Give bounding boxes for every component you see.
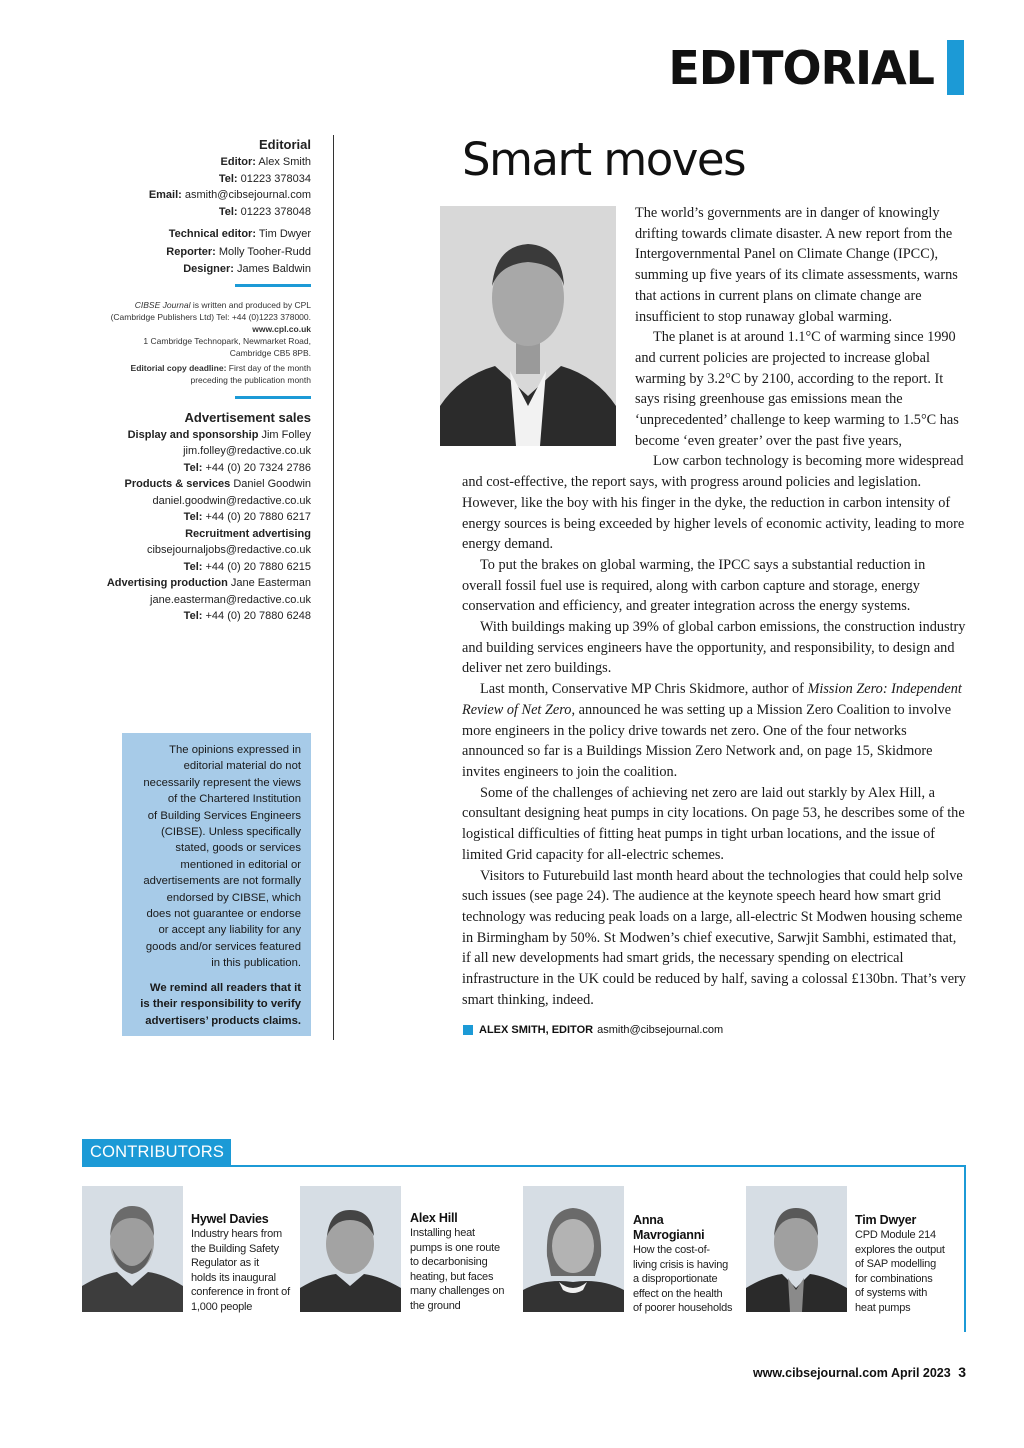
ads-title: Advertisement sales xyxy=(184,409,311,425)
paragraph-2: The planet is at around 1.1°C of warming since 1990 and current policies are projected to increase global warming by 3.2°C by 2100, according to the report. It says rising greenhouse gas emissions mean the ‘unprecedented’ challenge to keep warming to 1.5°C has become ‘even greater’ over the past five years, xyxy=(635,329,959,449)
contributor-photo-anna-mavrogianni xyxy=(523,1186,624,1312)
disclaimer-text: The opinions expressed in editorial material do not necessarily represent the views of the Chartered Institution of Building Services Engineers (CIBSE). Unless specifically stated, goods or services mentioned in editorial or advertisements are not formally endorsed by CIBSE, which does not guarantee or endorse or accept any liability for any goods and/or services featured in this publication. xyxy=(143,744,301,970)
section-accent-bar xyxy=(947,40,964,95)
recruit-email: cibsejournaljobs@redactive.co.uk xyxy=(146,544,311,556)
disclaimer-box xyxy=(122,733,311,1036)
products-line: Products & services Daniel Goodwin xyxy=(124,478,311,490)
contributors-tab: CONTRIBUTORS xyxy=(82,1139,231,1166)
contributor-alex-hill: Alex Hill Installing heat pumps is one route to decarbonising heating, but faces many challenges on the ground xyxy=(410,1211,505,1312)
tel-line-2: Tel: 01223 378048 xyxy=(218,205,311,218)
paragraph-3: Low carbon technology is becoming more widespread and cost-effective, the report says, with progress around policies and legislation. However, like the boy with his finger in the dyke, the reduction in carbon intensity of energy sources is being exceeded by higher levels of economic activity, leading to more energy demand. xyxy=(462,453,965,553)
display-email: jim.folley@redactive.co.uk xyxy=(183,445,311,457)
contributor-photo-hywel-davies xyxy=(82,1186,183,1312)
products-email: daniel.goodwin@redactive.co.uk xyxy=(152,494,311,507)
article-byline: ALEX SMITH, EDITOR asmith@cibsejournal.com xyxy=(463,1024,723,1036)
tel-line-1: Tel: 01223 378034 xyxy=(218,172,311,185)
disclaimer-reminder: We remind all readers that it is their responsibility to verify advertisers’ products claims. xyxy=(140,981,301,1027)
article-headline: Smart moves xyxy=(462,133,746,186)
technical-editor-line: Technical editor: Tim Dwyer xyxy=(168,228,311,240)
footer-issue: April 2023 xyxy=(890,1366,951,1380)
email-line: Email: asmith@cibsejournal.com xyxy=(148,189,311,201)
byline-email[interactable]: asmith@cibsejournal.com xyxy=(597,1024,724,1036)
contributor-photo-tim-dwyer xyxy=(746,1186,847,1312)
editorial-title: Editorial xyxy=(258,137,311,152)
footer-site[interactable]: www.cibsejournal.com xyxy=(752,1366,888,1380)
paragraph-1: The world’s governments are in danger of knowingly drifting towards climate disaster. A new report from the Intergovernmental Panel on Climate Change (IPCC), summing up five years of its climate assessments, warns that actions in current plans on climate change are insufficient to stop runaway global warming. xyxy=(635,205,958,325)
products-tel: Tel: +44 (0) 20 7880 6217 xyxy=(183,511,311,523)
page-footer xyxy=(753,1364,966,1380)
paragraph-8: Visitors to Futurebuild last month heard about the technologies that could help solve such issues (see page 24). The audience at the keynote speech heard how smart grid technology was reducing peak loads on a large, all-electric St Modwen housing scheme in Birmingham by 50%. St Modwen’s chief executive, Sarwjit Sambhi, estimated that, if all new developments had smart grids, the necessary spending on electrical infrastructure in the UK could be reduced by half, saving a colossal £130bn. That’s very smart thinking, indeed. xyxy=(462,867,966,1008)
paragraph-5: With buildings making up 39% of global carbon emissions, the construction industry and building services engineers have the opportunity, and responsibility, to design and deliver net zero buildings. xyxy=(462,619,966,677)
paragraph-6: Last month, Conservative MP Chris Skidmore, author of Mission Zero: Independent Review of Net Zero, announced he was setting up a Mission Zero Coalition to involve more engineers in the policy drive towards net zero. One of the four networks announced so far is a Buildings Mission Zero Network and, on page 15, Skidmore invites engineers to join the coalition. xyxy=(462,681,962,780)
adprod-tel: Tel: +44 (0) 20 7880 6248 xyxy=(183,610,311,622)
adprod-email: jane.easterman@redactive.co.uk xyxy=(150,593,311,606)
section-title: EDITORIAL xyxy=(668,41,934,95)
paragraph-4: To put the brakes on global warming, the IPCC says a substantial reduction in overall fossil fuel use is required, along with carbon capture and storage, energy conservation and efficiency, and greater integration across the energy systems. xyxy=(462,556,926,615)
contributors-rule xyxy=(82,1165,966,1167)
contributor-photo-alex-hill xyxy=(300,1186,401,1312)
masthead xyxy=(100,136,311,625)
publisher-info: CIBSE Journal is written and produced by CPL (Cambridge Publishers Ltd) Tel: +44 (0)1223 378000. www.cpl.co.uk 1 Cambridge Technopark, Newmarket Road, Cambridge CB5 8PB. Editorial copy deadline: First day of the month preceding the publication month xyxy=(110,299,311,385)
recruit-line: Recruitment advertising xyxy=(185,527,311,540)
contributor-anna-mavrogianni: Anna Mavrogianni How the cost-of- living crisis is having a disproportionate effect on the health of poorer households xyxy=(633,1213,733,1315)
reporter-line: Reporter: Molly Tooher-Rudd xyxy=(166,245,311,258)
designer-line: Designer: James Baldwin xyxy=(183,263,311,275)
masthead-divider xyxy=(235,284,311,287)
recruit-tel: Tel: +44 (0) 20 7880 6215 xyxy=(183,560,311,573)
masthead-divider-2 xyxy=(235,396,311,399)
page-number: 3 xyxy=(958,1364,966,1380)
contributor-tim-dwyer: Tim Dwyer CPD Module 214 explores the output of SAP modelling for combinations of systems with heat pumps xyxy=(855,1213,945,1314)
byline-square-icon xyxy=(463,1025,473,1035)
column-divider xyxy=(333,135,334,1040)
adprod-line: Advertising production Jane Easterman xyxy=(106,577,311,589)
article-body xyxy=(462,203,967,1010)
display-line: Display and sponsorship Jim Folley xyxy=(127,428,311,441)
paragraph-7: Some of the challenges of achieving net zero are laid out starkly by Alex Hill, a consultant designing heat pumps in city locations. On page 53, he describes some of the logistical difficulties of fitting heat pumps in tight urban locations, and the issue of limited Grid capacity for all-electric schemes. xyxy=(462,784,965,863)
contributors-rule-right xyxy=(964,1165,966,1332)
editor-line: Editor: Alex Smith xyxy=(220,156,311,168)
contributor-hywel-davies: Hywel Davies Industry hears from the Building Safety Regulator as it holds its inaugural conference in front of 1,000 people xyxy=(191,1212,290,1313)
display-tel: Tel: +44 (0) 20 7324 2786 xyxy=(183,461,311,474)
